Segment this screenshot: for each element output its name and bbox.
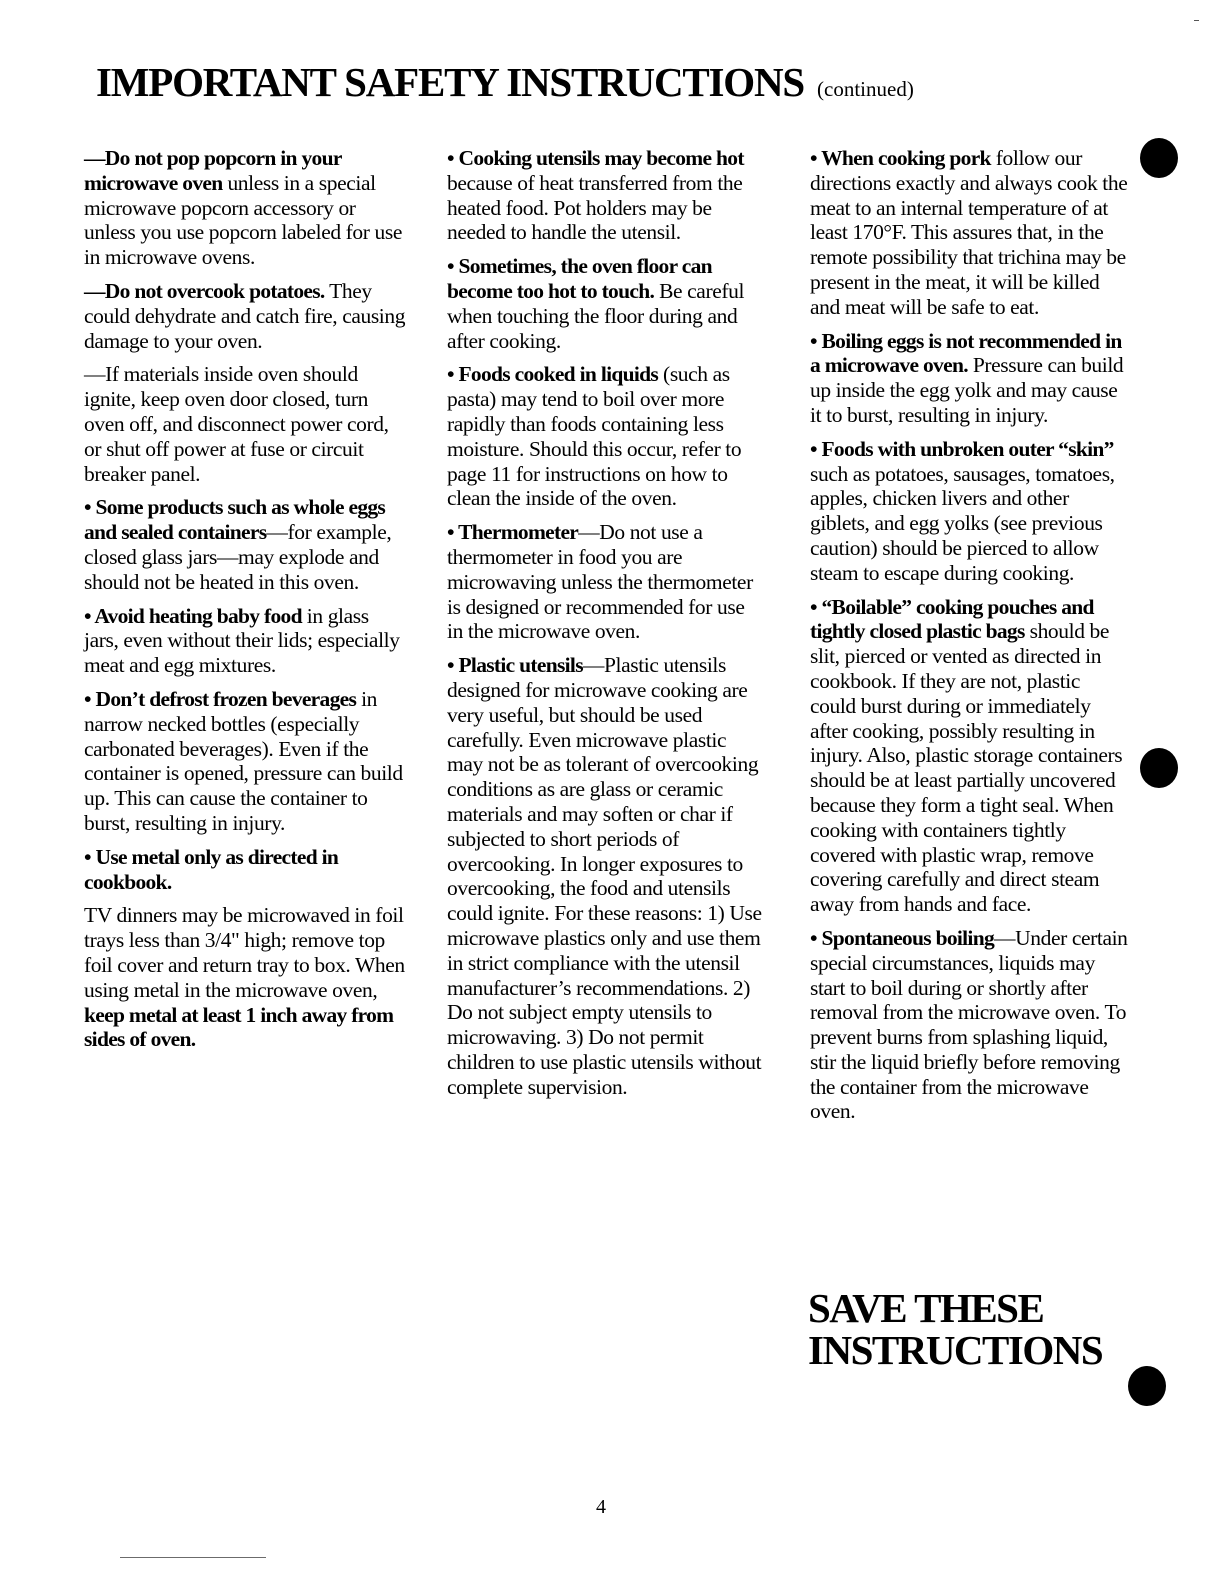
instruction-body: follow our directions exactly and always cook the meat to an internal temperature of at least 170°F. This assures that, in the remote possibility that trichina may be present in the meat, it will be killed and meat will be safe to eat. [810,146,1128,319]
footer-rule [120,1557,266,1558]
instruction-boiling-eggs [810,329,1128,428]
instruction-body: unless in a special microwave popcorn accessory or unless you use popcorn labeled for use in microwave ovens. [84,170,402,270]
heading-continued: (continued) [817,77,914,101]
save-line-1: SAVE THESE [808,1285,1044,1331]
instruction-tail: keep metal at least 1 inch away from sides of oven. [84,1002,394,1052]
page-heading [96,59,914,105]
instruction-spontaneous-boiling [810,926,1128,1124]
column-1 [84,146,406,1061]
instruction-body: TV dinners may be microwaved in foil trays less than 3/4" high; remove top foil cover and return tray to box. When using metal in the microwave oven, [84,903,405,1002]
instruction-body: —Under certain special circumstances, liquids may start to boil during or shortly after removal from the microwave oven. To prevent burns from splashing liquid, stir the liquid briefly before removing the container from the microwave oven. [810,925,1128,1124]
binder-hole-bottom [1128,1366,1166,1406]
instruction-popcorn [84,146,406,270]
instruction-body: They could dehydrate and catch fire, causing damage to your oven. [84,278,406,353]
instruction-lead: • Sometimes, the oven floor can become too hot to touch. [447,254,712,303]
instruction-body: —Do not use a thermometer in food you are microwaving unless the thermometer is designed or recommended for use in the microwave oven. [447,520,753,644]
instruction-metal-heading [84,845,406,895]
instruction-lead: • Foods with unbroken outer “skin” [810,436,1114,461]
instruction-body: —Plastic utensils designed for microwave cooking are very useful, but should be used carefully. Even microwave plastic may not be as tolerant of overcooking conditions as are glass or ceramic materials and may soften or char if subjected to short periods of overcooking. In longer exposures to overcooking, the food and utensils could ignite. For these reasons: 1) Use microwave plastics only and use them in strict compliance with the utensil manufacturer’s recommendations. 2) Do not subject empty utensils to microwaving. 3) Do not permit children to use plastic utensils without complete supervision. [447,653,762,1099]
instruction-thermometer [447,520,765,644]
instruction-unbroken-skin [810,437,1128,586]
instruction-body: Be careful when touching the floor during and after cooking. [447,278,745,353]
instruction-lead: • Some products such as whole eggs and sealed containers [84,495,386,545]
instruction-body: such as potatoes, sausages, tomatoes, apples, chicken livers and other giblets, and egg yolks (see previous caution) should be pierced to allow steam to escape during cooking. [810,461,1115,585]
instruction-body: Pressure can build up inside the egg yolk and may cause it to burst, resulting in injury. [810,353,1124,427]
instruction-sealed-containers [84,495,406,594]
instruction-lead: • Cooking utensils may become hot [447,146,744,170]
instruction-lead: —Do not overcook potatoes. [84,278,325,303]
column-2 [447,146,765,1108]
instruction-lead: • Spontaneous boiling [810,925,995,950]
instruction-lead: • Don’t defrost frozen beverages [84,686,357,711]
instruction-hot-utensils [447,146,765,245]
instruction-lead: • Foods cooked in liquids [447,362,659,387]
instruction-lead: • Avoid heating baby food [84,603,302,628]
instruction-ignite [84,362,406,486]
instruction-body: because of heat transferred from the heated food. Pot holders may be needed to handle the utensil. [447,170,743,245]
corner-mark [1194,20,1199,21]
instruction-oven-floor [447,254,765,353]
instruction-body: (such as pasta) may tend to boil over more rapidly than foods containing less moisture. Should this occur, refer to page 11 for instructions on how to clean the inside of the oven. [447,362,742,511]
instruction-boilable-pouches [810,595,1128,917]
binder-hole-top [1140,138,1178,178]
save-line-2: INSTRUCTIONS [808,1327,1103,1373]
instruction-body: should be slit, pierced or vented as directed in cookbook. If they are not, plastic could burst during or immediately after cooking, possibly resulting in injury. Also, plastic storage containers should be at least partially uncovered because they form a tight seal. When cooking with containers tightly covered with plastic wrap, remove covering carefully and direct steam away from hands and face. [810,619,1123,917]
instruction-lead: • Plastic utensils [447,653,583,678]
instruction-body: in glass jars, even without their lids; especially meat and egg mixtures. [84,603,400,678]
instruction-lead: —Do not pop popcorn in your microwave oven [84,146,342,195]
instruction-pork [810,146,1128,320]
page-number: 4 [596,1496,606,1518]
instruction-lead: • “Boilable” cooking pouches and tightly closed plastic bags [810,594,1094,644]
instruction-plastic-utensils [447,653,765,1099]
instruction-body: —for example, closed glass jars—may explode and should not be heated in this oven. [84,520,392,594]
heading-title: IMPORTANT SAFETY INSTRUCTIONS [96,59,804,105]
instruction-body: in narrow necked bottles (especially carbonated beverages). Even if the container is opened, pressure can build up. This can cause the container to burst, resulting in injury. [84,686,403,835]
instruction-liquids [447,362,765,511]
instruction-lead: • Thermometer [447,520,579,545]
instruction-lead: • Boiling eggs is not recommended in a microwave oven. [810,328,1122,378]
instruction-frozen-beverages [84,687,406,836]
instruction-body: —If materials inside oven should ignite, keep oven door closed, turn oven off, and disconnect power cord, or shut off power at fuse or circuit breaker panel. [84,362,389,486]
instruction-lead: • Use metal only as directed in cookbook. [84,844,339,894]
instruction-lead: • When cooking pork [810,146,991,170]
instruction-baby-food [84,604,406,678]
binder-hole-middle [1140,748,1178,788]
save-instructions-heading [808,1287,1102,1371]
instruction-potatoes [84,279,406,353]
column-3 [810,146,1128,1133]
instruction-tv-dinners [84,903,406,1052]
